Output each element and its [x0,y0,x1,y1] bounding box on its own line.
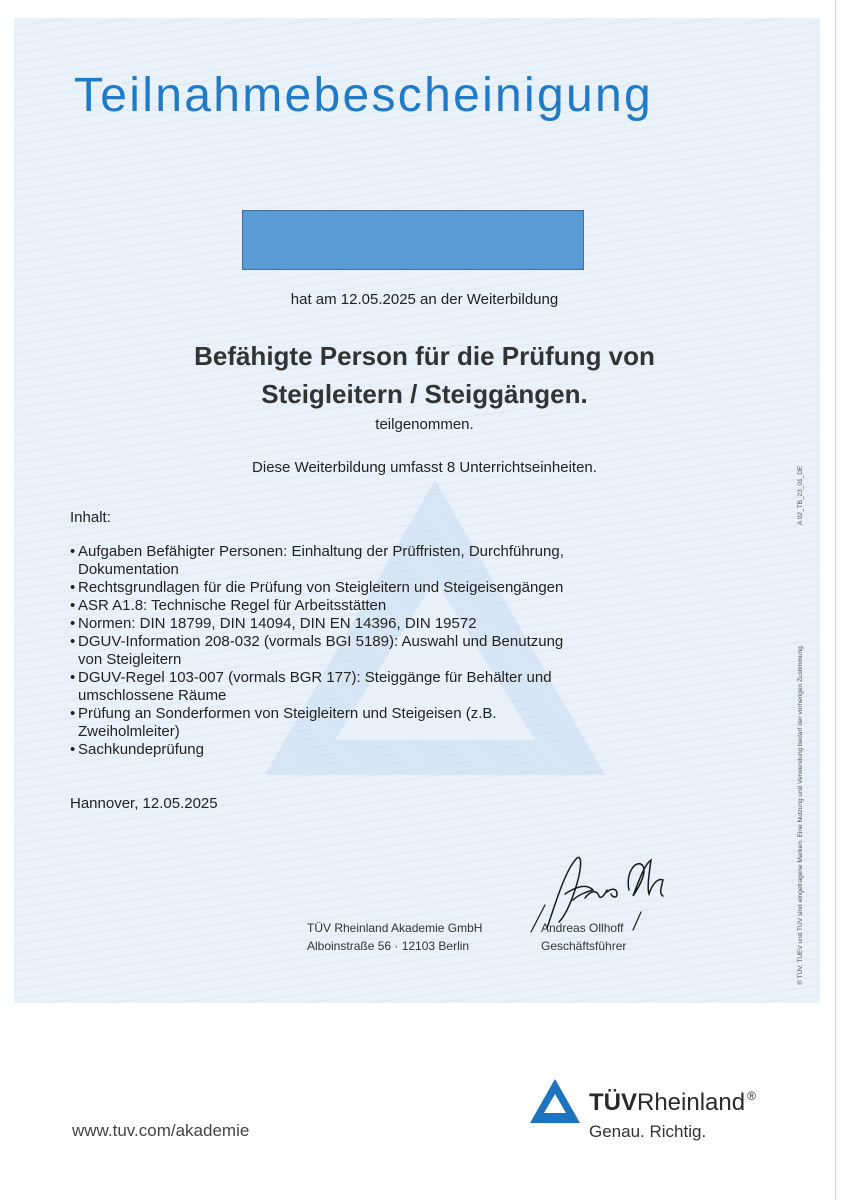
list-item: • DGUV-Information 208-032 (vormals BGI 5189): Auswahl und Benutzung von Steigleitern [70,633,590,669]
brand-name [589,1089,756,1117]
scan-edge-line [835,0,836,1200]
issuer-company: TÜV Rheinland Akademie GmbH [307,921,483,935]
issuer-street: Alboinstraße 56 · 12103 Berlin [307,939,470,953]
content-label: Inhalt: [70,509,111,526]
legal-trademark-note: ® TÜV, TUEV und TUV sind eingetragene Marken. Eine Nutzung und Verwendung bedarf der vorherigen Zustimmung. [797,644,804,985]
brand-name-regular: Rheinland [637,1089,746,1116]
signatory-name: Andreas Ollhoff [541,921,624,935]
website-url: www.tuv.com/akademie [72,1121,250,1140]
content-list [70,543,590,759]
brand-slogan: Genau. Richtig. [589,1122,707,1141]
course-title-line-1: Befähigte Person für die Prüfung von [194,341,655,371]
place-and-date: Hannover, 12.05.2025 [70,795,218,812]
brand-name-bold: TÜV [589,1089,637,1116]
training-units-line: Diese Weiterbildung umfasst 8 Unterrichtseinheiten. [252,459,597,476]
list-item: • Sachkundeprüfung [70,741,590,759]
list-item: • Prüfung an Sonderformen von Steigleitern und Steigeisen (z.B. Zweiholmleiter) [70,705,590,741]
course-title [0,338,849,413]
registered-mark: ® [747,1089,756,1103]
participant-name-redaction [242,210,584,270]
form-code: A 02_TB_23_01_DE [797,465,804,525]
issuer-address [307,919,482,955]
list-item: • ASR A1.8: Technische Regel für Arbeitsstätten [70,597,590,615]
list-item: • Aufgaben Befähigter Personen: Einhaltung der Prüffristen, Durchführung, Dokumentation [70,543,590,579]
list-item: • DGUV-Regel 103-007 (vormals BGR 177): Steiggänge für Behälter und umschlossene Räume [70,669,590,705]
signatory-block [541,919,626,955]
list-item: • Rechtsgrundlagen für die Prüfung von Steigleitern und Steigeisengängen [70,579,590,597]
course-title-line-2: Steigleitern / Steiggängen. [261,378,588,409]
intro-line: hat am 12.05.2025 an der Weiterbildung [290,291,559,308]
signatory-role: Geschäftsführer [541,939,627,953]
participated-text: teilgenommen. [375,416,474,433]
tuv-triangle-logo-icon [530,1079,580,1123]
certificate-title: Teilnahmebescheinigung [74,69,653,122]
list-item: • Normen: DIN 18799, DIN 14094, DIN EN 14396, DIN 19572 [70,615,590,633]
